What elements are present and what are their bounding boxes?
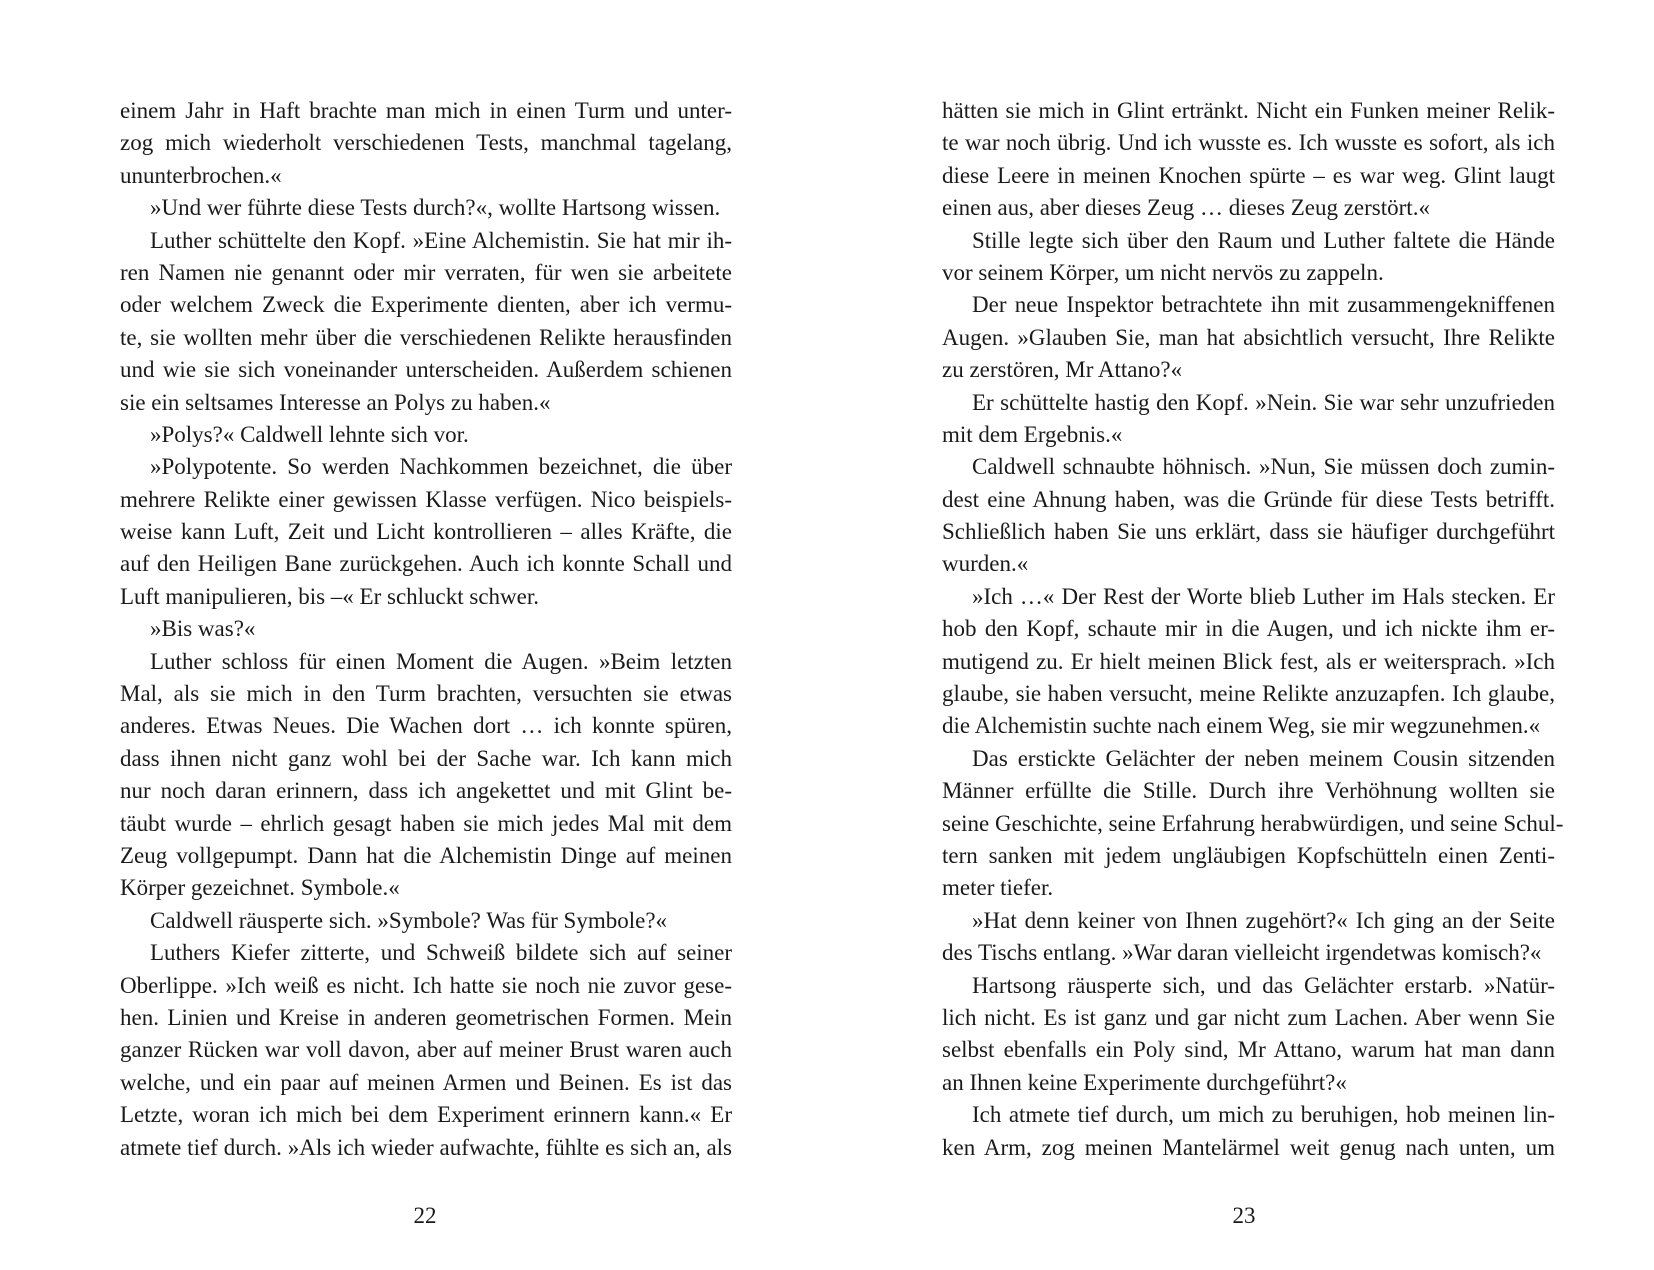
text-line: zu zerstören, Mr Attano?« [942,357,1183,383]
text-line: Das erstickte Gelächter der neben meinem Cousin sitzenden [972,745,1555,771]
text-line: dest eine Ahnung haben, was die Gründe für diese Tests betrifft. [942,486,1555,512]
text-line: atmete tief durch. »Als ich wieder aufwachte, fühlte es sich an, als [120,1134,732,1160]
text-line: Letzte, woran ich mich bei dem Experiment erinnern kann.« Er [120,1102,732,1128]
text-line: Körper gezeichnet. Symbole.« [120,875,400,901]
text-line: vor seinem Körper, um nicht nervös zu zappeln. [942,259,1384,285]
text-line: mit dem Ergebnis.« [942,421,1123,447]
text-line: lich nicht. Es ist ganz und gar nicht zum Lachen. Aber wenn Sie [942,1004,1555,1030]
text-line: »Polys?« Caldwell lehnte sich vor. [150,421,469,447]
page-text [942,95,1564,1164]
text-line: Der neue Inspektor betrachtete ihn mit zusammengekniffenen [972,292,1555,318]
text-line: ganzer Rücken war voll davon, aber auf meiner Brust waren auch [120,1037,732,1063]
text-line: hätten sie mich in Glint ertränkt. Nicht ein Funken meiner Relik- [942,98,1555,123]
text-line: auf den Heiligen Bane zurückgehen. Auch ich konnte Schall und [120,551,732,577]
text-line: »Ich …« Der Rest der Worte blieb Luther im Hals stecken. Er [972,583,1555,609]
text-line: Mal, als sie mich in den Turm brachten, versuchten sie etwas [120,681,732,707]
text-line: täubt wurde – ehrlich gesagt haben sie mich jedes Mal mit dem [120,810,732,836]
text-line: nur noch daran erinnern, dass ich angekettet und mit Glint be- [120,778,732,804]
text-line: oder welchem Zweck die Experimente dienten, aber ich vermu- [120,292,732,318]
text-line: Er schüttelte hastig den Kopf. »Nein. Sie war sehr unzufrieden [972,389,1555,415]
page-right [827,0,1654,1270]
text-line: ren Namen nie genannt oder mir verraten, für wen sie arbeitete [120,259,732,285]
text-line: mehrere Relikte einer gewissen Klasse verfügen. Nico beispiels- [120,486,732,512]
text-line: hob den Kopf, schaute mir in die Augen, und ich nickte ihm er- [942,616,1555,642]
text-line: ken Arm, zog meinen Mantelärmel weit genug nach unten, um [942,1134,1555,1160]
text-line: »Hat denn keiner von Ihnen zugehört?« Ich ging an der Seite [972,907,1555,933]
text-line: des Tischs entlang. »War daran vielleicht irgendetwas komisch?« [942,940,1542,966]
text-line: Augen. »Glauben Sie, man hat absichtlich versucht, Ihre Relikte [942,324,1555,350]
text-line: weise kann Luft, Zeit und Licht kontrollieren – alles Kräfte, die [120,519,732,545]
text-line: te war noch übrig. Und ich wusste es. Ich wusste es sofort, als ich [942,130,1555,156]
text-line: meter tiefer. [942,875,1054,901]
text-line: dass ihnen nicht ganz wohl bei der Sache war. Ich kann mich [120,745,732,771]
text-line: diese Leere in meinen Knochen spürte – es war weg. Glint laugt [942,162,1555,188]
text-line: »Polypotente. So werden Nachkommen bezeichnet, die über [150,454,732,480]
text-line: Luft manipulieren, bis –« Er schluckt schwer. [120,583,540,609]
text-line: Hartsong räusperte sich, und das Gelächter erstarb. »Natür- [972,972,1555,998]
text-line: Stille legte sich über den Raum und Luther faltete die Hände [972,227,1555,253]
text-line: Luther schüttelte den Kopf. »Eine Alchemistin. Sie hat mir ih- [150,227,732,253]
text-line: Ich atmete tief durch, um mich zu beruhigen, hob meinen lin- [972,1102,1555,1128]
page-number: 23 [1232,1203,1256,1228]
text-line: wurden.« [942,551,1029,577]
text-line: zog mich wiederholt verschiedenen Tests, manchmal tagelang, [120,130,732,156]
text-line: anderes. Etwas Neues. Die Wachen dort … ich konnte spüren, [120,713,732,739]
text-line: glaube, sie haben versucht, meine Relikte anzuzapfen. Ich glaube, [942,681,1555,707]
page-number: 22 [413,1203,437,1228]
text-line: »Bis was?« [150,616,256,642]
text-line: selbst ebenfalls ein Poly sind, Mr Attano, warum hat man dann [942,1037,1555,1063]
text-line: Schließlich haben Sie uns erklärt, dass sie häufiger durchgeführt [942,519,1555,545]
text-line: die Alchemistin suchte nach einem Weg, sie mir wegzunehmen.« [942,713,1541,739]
text-line: an Ihnen keine Experimente durchgeführt?« [942,1069,1347,1095]
text-line: mutigend zu. Er hielt meinen Blick fest, als er weitersprach. »Ich [942,648,1555,674]
text-line: Zeug vollgepumpt. Dann hat die Alchemistin Dinge auf meinen [120,842,732,868]
text-line: einen aus, aber dieses Zeug … dieses Zeug zerstört.« [942,195,1430,221]
text-line: Caldwell schnaubte höhnisch. »Nun, Sie müssen doch zumin- [972,454,1555,480]
text-line: Caldwell räusperte sich. »Symbole? Was für Symbole?« [150,907,668,933]
text-line: Männer erfüllte die Stille. Durch ihre Verhöhnung wollten sie [942,778,1555,804]
text-line: tern sanken mit jedem ungläubigen Kopfschütteln einen Zenti- [942,842,1555,868]
text-line: einem Jahr in Haft brachte man mich in einen Turm und unter- [120,98,732,123]
text-line: Luthers Kiefer zitterte, und Schweiß bildete sich auf seiner [150,940,732,966]
text-line: Luther schloss für einen Moment die Augen. »Beim letzten [150,648,732,674]
text-line: und wie sie sich voneinander unterscheiden. Außerdem schienen [120,357,732,383]
text-line: Oberlippe. »Ich weiß es nicht. Ich hatte sie noch nie zuvor gese- [120,972,732,998]
page-text [120,95,732,1164]
text-line: sie ein seltsames Interesse an Polys zu haben.« [120,389,551,415]
text-line: hen. Linien und Kreise in anderen geometrischen Formen. Mein [120,1004,732,1030]
text-line: seine Geschichte, seine Erfahrung herabwürdigen, und seine Schul- [942,810,1564,836]
text-line: ununterbrochen.« [120,162,282,188]
text-line: »Und wer führte diese Tests durch?«, wollte Hartsong wissen. [150,195,721,221]
text-line: te, sie wollten mehr über die verschiedenen Relikte herausfinden [120,324,732,350]
text-line: welche, und ein paar auf meinen Armen und Beinen. Es ist das [120,1069,732,1095]
